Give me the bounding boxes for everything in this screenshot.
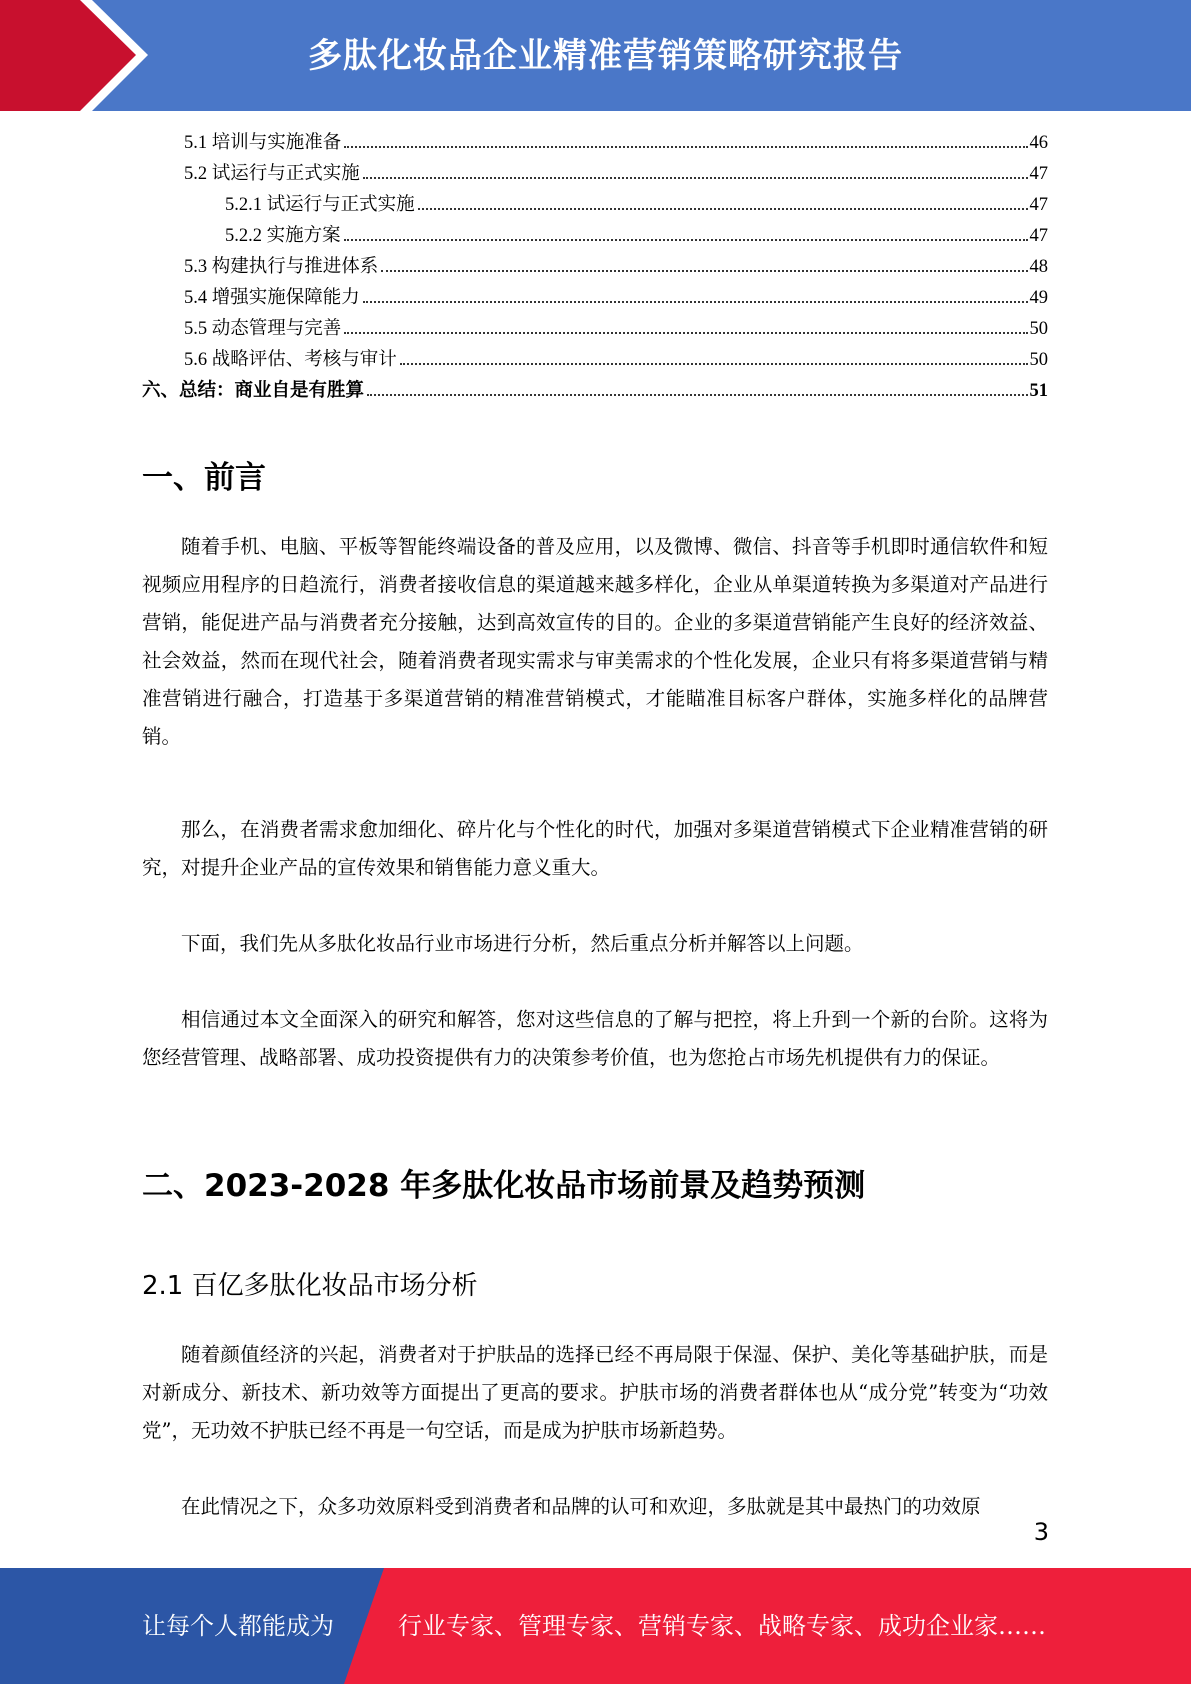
toc-entry-title: 5.6 战略评估、考核与审计	[184, 350, 397, 370]
body-paragraph: 那么，在消费者需求愈加细化、碎片化与个性化的时代，加强对多渠道营销模式下企业精准营销的研究，对提升企业产品的宣传效果和销售能力意义重大。	[142, 818, 1048, 879]
toc-leader	[344, 331, 1027, 334]
toc-entry-title: 5.1 培训与实施准备	[184, 133, 342, 153]
header-banner	[0, 0, 1191, 111]
subsection-heading: 2.1 百亿多肽化妆品市场分析	[142, 1271, 478, 1301]
toc-entry-page: 46	[1029, 133, 1048, 153]
toc-entry[interactable]	[142, 345, 1048, 376]
toc-leader	[363, 176, 1028, 179]
header-title: 多肽化妆品企业精准营销策略研究报告	[308, 36, 903, 76]
body-paragraph: 相信通过本文全面深入的研究和解答，您对这些信息的了解与把控，将上升到一个新的台阶。这将为您经营管理、战略部署、成功投资提供有力的决策参考价值，也为您抢占市场先机提供有力的保证。	[142, 1008, 1048, 1069]
toc-entry[interactable]	[142, 314, 1048, 345]
toc-entry[interactable]	[142, 221, 1048, 252]
toc-leader	[344, 238, 1028, 241]
toc-leader	[363, 300, 1028, 303]
toc-leader	[381, 269, 1027, 272]
toc-entry[interactable]	[142, 159, 1048, 190]
toc-leader	[344, 145, 1027, 148]
toc-entry-title: 5.4 增强实施保障能力	[184, 288, 360, 308]
body-paragraph: 随着手机、电脑、平板等智能终端设备的普及应用，以及微博、微信、抖音等手机即时通信软件和短视频应用程序的日趋流行，消费者接收信息的渠道越来越多样化，企业从单渠道转换为多渠道对产品进行营销，能促进产品与消费者充分接触，达到高效宣传的目的。企业的多渠道营销能产生良好的经济效益、社会效益，然而在现代社会，随着消费者现实需求与审美需求的个性化发展，企业只有将多渠道营销与精准营销进行融合，打造基于多渠道营销的精准营销模式，才能瞄准目标客户群体，实施多样化的品牌营销。	[142, 535, 1048, 748]
toc-entry[interactable]	[142, 128, 1048, 159]
section-heading: 二、2023-2028 年多肽化妆品市场前景及趋势预测	[142, 1168, 866, 1204]
footer-slogan-right: 行业专家、管理专家、营销专家、战略专家、成功企业家……	[398, 1612, 1046, 1640]
toc-entry-title: 5.3 构建执行与推进体系	[184, 257, 379, 277]
toc-entry-page: 50	[1029, 319, 1048, 339]
toc-entry-page: 47	[1029, 164, 1048, 184]
toc-entry-title: 5.2 试运行与正式实施	[184, 164, 360, 184]
toc-entry[interactable]	[142, 190, 1048, 221]
footer-slogan-left: 让每个人都能成为	[142, 1612, 334, 1640]
toc-entry-page: 48	[1029, 257, 1048, 277]
toc-entry-page: 47	[1029, 226, 1048, 246]
toc-entry-title: 六、总结：商业自是有胜算	[142, 381, 365, 401]
body-paragraph: 在此情况之下，众多功效原料受到消费者和品牌的认可和欢迎，多肽就是其中最热门的功效原	[181, 1495, 981, 1518]
toc-leader	[367, 393, 1027, 396]
page-number: 3	[1033, 1518, 1049, 1546]
toc-entry-title: 5.2.1 试运行与正式实施	[225, 195, 415, 215]
toc-entry-page: 51	[1029, 381, 1048, 401]
toc-entry[interactable]	[142, 252, 1048, 283]
toc-entry-title: 5.2.2 实施方案	[225, 226, 341, 246]
toc-entry-page: 50	[1029, 350, 1048, 370]
toc-leader	[418, 207, 1028, 210]
toc-entry[interactable]	[142, 376, 1048, 407]
footer-banner	[0, 1568, 1191, 1684]
section-heading: 一、前言	[142, 460, 266, 496]
toc-entry-page: 47	[1029, 195, 1048, 215]
table-of-contents	[142, 128, 1048, 407]
toc-entry-page: 49	[1029, 288, 1048, 308]
toc-entry-title: 5.5 动态管理与完善	[184, 319, 342, 339]
body-paragraph: 下面，我们先从多肽化妆品行业市场进行分析，然后重点分析并解答以上问题。	[181, 932, 864, 955]
toc-leader	[400, 362, 1028, 365]
body-paragraph: 随着颜值经济的兴起，消费者对于护肤品的选择已经不再局限于保湿、保护、美化等基础护肤，而是对新成分、新技术、新功效等方面提出了更高的要求。护肤市场的消费者群体也从“成分党”转变为“功效党”，无功效不护肤已经不再是一句空话，而是成为护肤市场新趋势。	[142, 1343, 1048, 1442]
toc-entry[interactable]	[142, 283, 1048, 314]
